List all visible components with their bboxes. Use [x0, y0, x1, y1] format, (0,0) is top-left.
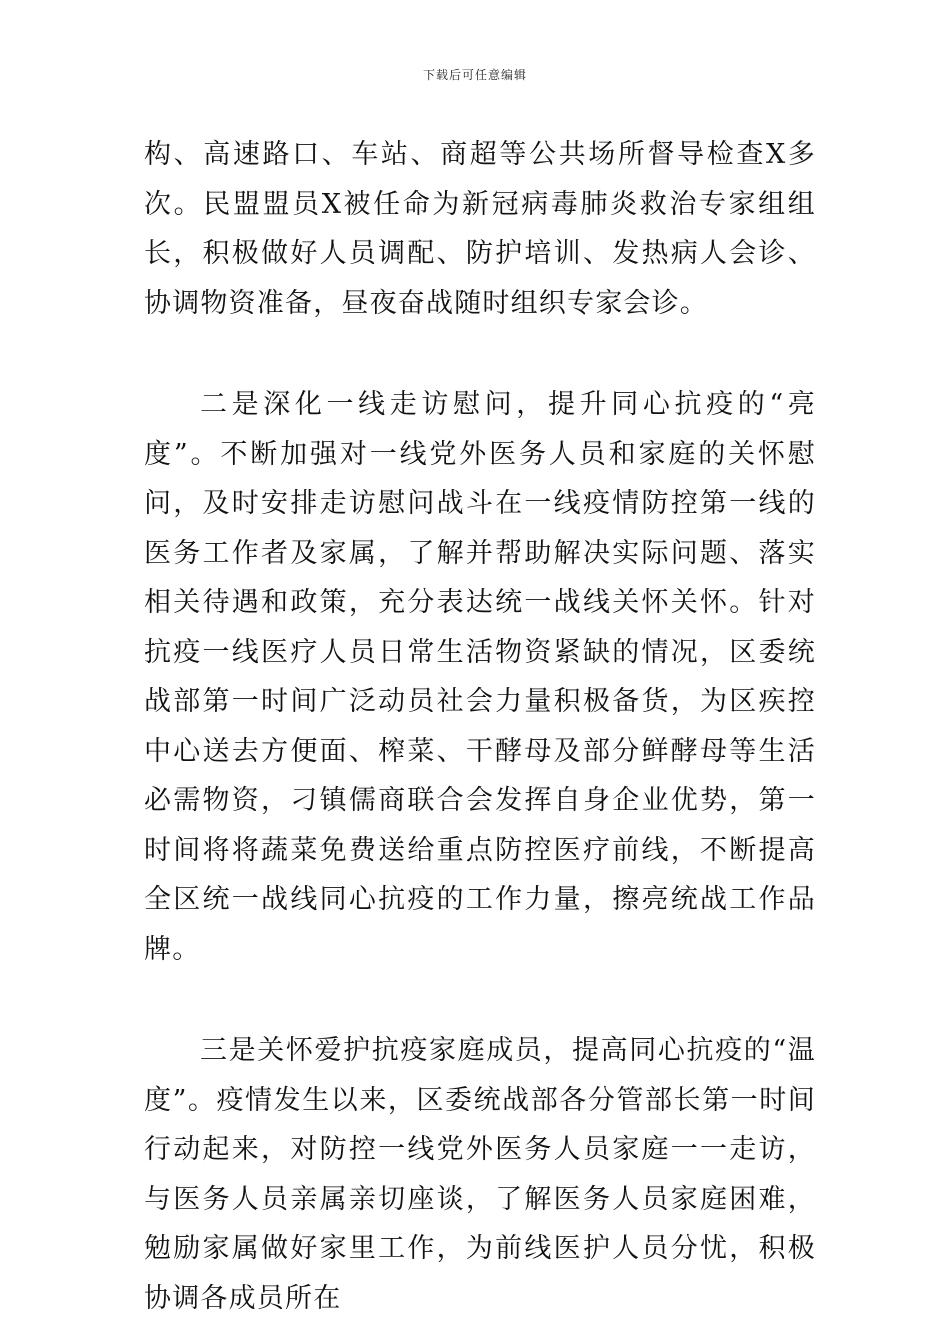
page-header-note: 下载后可任意编辑	[422, 68, 527, 82]
paragraph-gap	[144, 328, 816, 380]
paragraph-third-point: 三是关怀爱护抗疫家庭成员，提高同心抗疫的“温度”。疫情发生以来，区委统战部各分管部长第一时间行动起来，对防控一线党外医务人员家庭一一走访，与医务人员亲属亲切座谈，了解医务人员家庭困难，勉励家属做好家里工作，为前线医护人员分忧，积极协调各成员所在	[144, 1035, 816, 1314]
paragraph-gap	[144, 974, 816, 1026]
paragraph-second-point: 二是深化一线走访慰问，提升同心抗疫的“亮度”。不断加强对一线党外医务人员和家庭的关怀慰问，及时安排走访慰问战斗在一线疫情防控第一线的医务工作者及家属，了解并帮助解决实际问题、落实相关待遇和政策，充分表达统一战线关怀关怀。针对抗疫一线医疗人员日常生活物资紧缺的情况，区委统战部第一时间广泛动员社会力量积极备货，为区疾控中心送去方便面、榨菜、干酵母及部分鲜酵母等生活必需物资，刁镇儒商联合会发挥自身企业优势，第一时间将将蔬菜免费送给重点防控医疗前线，不断提高全区统一战线同心抗疫的工作力量，擦亮统战工作品牌。	[144, 389, 816, 965]
document-body	[144, 130, 816, 1323]
paragraph-continuation: 构、高速路口、车站、商超等公共场所督导检查X多次。民盟盟员X被任命为新冠病毒肺炎救治专家组组长，积极做好人员调配、防护培训、发热病人会诊、协调物资准备，昼夜奋战随时组织专家会诊。	[144, 139, 816, 319]
